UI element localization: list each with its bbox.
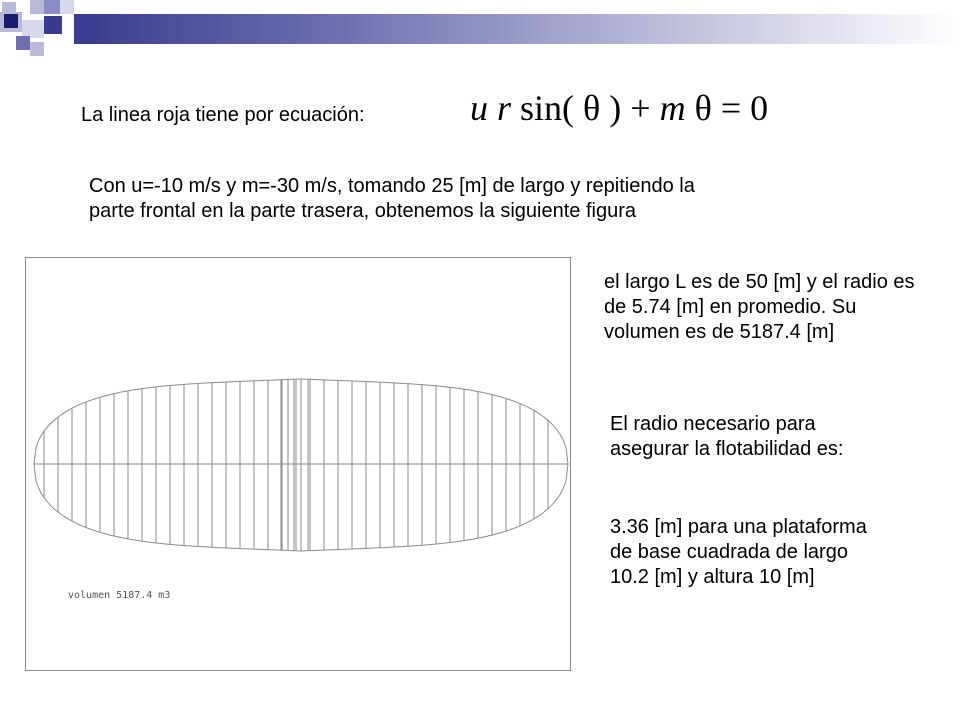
- eq-zero: 0: [750, 88, 769, 128]
- deco-square: [30, 42, 44, 56]
- deco-square: [30, 0, 44, 14]
- eq-theta-2: θ: [694, 88, 712, 128]
- figure-svg: [26, 258, 570, 670]
- intro-paragraph: Con u=-10 m/s y m=-30 m/s, tomando 25 [m] de largo y repitiendo la parte frontal en la parte trasera, obtenemos la siguiente figura: [89, 175, 695, 222]
- eq-plus: +: [630, 88, 651, 128]
- result-text-radius-label: El radio necesario para asegurar la flotabilidad es:: [610, 413, 844, 460]
- deco-square: [16, 36, 30, 50]
- deco-square: [4, 14, 18, 28]
- eq-equals: =: [720, 88, 742, 128]
- header-gradient-bar: [74, 14, 960, 44]
- equation-label: La linea roja tiene por ecuación:: [81, 104, 365, 126]
- eq-theta: θ: [583, 88, 601, 128]
- deco-square: [44, 0, 60, 14]
- eq-close-paren: ): [609, 88, 622, 128]
- deco-square: [44, 16, 62, 34]
- figure-annotation: volumen 5187.4 m3: [68, 590, 171, 601]
- result-text-length: el largo L es de 50 [m] y el radio es de 5.74 [m] en promedio. Su volumen es de 5187.4 [m]: [604, 271, 915, 343]
- eq-m: m: [659, 88, 686, 128]
- eq-open-paren: (: [562, 88, 575, 128]
- deco-square: [60, 0, 74, 14]
- volume-figure: [25, 257, 571, 671]
- header-decoration: [0, 0, 960, 60]
- eq-u: u: [470, 88, 488, 128]
- result-text-platform: 3.36 [m] para una plataforma de base cuadrada de largo 10.2 [m] y altura 10 [m]: [610, 516, 867, 588]
- eq-r: r: [497, 88, 512, 128]
- equation: [470, 86, 768, 130]
- eq-sin: sin: [520, 88, 563, 128]
